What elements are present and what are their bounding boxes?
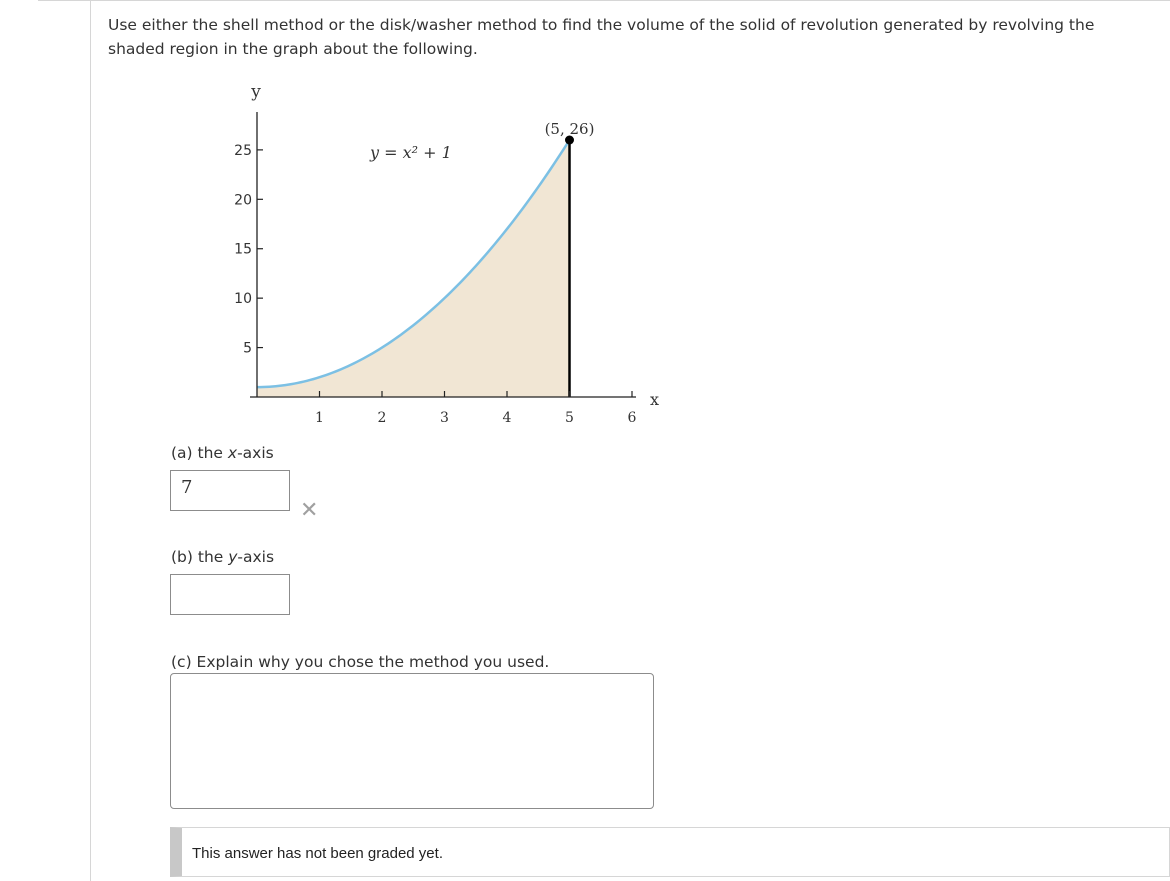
part-a-suffix: -axis bbox=[237, 444, 274, 462]
x-tick-label: 3 bbox=[440, 410, 449, 426]
y-tick-label: 10 bbox=[234, 291, 252, 308]
y-tick-label: 15 bbox=[234, 241, 252, 258]
part-c-essay-textarea[interactable] bbox=[170, 673, 654, 809]
part-c-label: (c) Explain why you chose the method you used. bbox=[171, 653, 550, 671]
y-tick-label: 5 bbox=[243, 340, 252, 357]
part-b-var: y bbox=[228, 548, 238, 566]
point-label: (5, 26) bbox=[544, 120, 595, 138]
x-tick-label: 2 bbox=[377, 410, 387, 426]
y-tick-label: 25 bbox=[234, 142, 252, 159]
part-b-prefix: (b) the bbox=[171, 548, 229, 566]
y-axis-label: y bbox=[251, 82, 261, 102]
part-b-label bbox=[171, 548, 274, 566]
incorrect-x-icon: ✕ bbox=[300, 498, 319, 523]
part-a-var: x bbox=[227, 444, 238, 462]
grading-status: This answer has not been graded yet. bbox=[170, 827, 1170, 877]
part-b-suffix: -axis bbox=[237, 548, 275, 566]
x-tick-label: 5 bbox=[565, 410, 574, 426]
part-a-label bbox=[171, 444, 274, 462]
equation-label: y = x² + 1 bbox=[370, 143, 452, 162]
shaded-region bbox=[257, 140, 570, 397]
y-tick-label: 20 bbox=[234, 192, 252, 209]
part-a-prefix: (a) the bbox=[171, 444, 228, 462]
part-b-answer-input[interactable] bbox=[170, 574, 290, 615]
x-axis-label: x bbox=[650, 390, 660, 409]
x-tick-label: 6 bbox=[627, 410, 637, 426]
question-text: Use either the shell method or the disk/washer method to find the volume of the solid of revolution generated by revolving the shaded region in the graph about the following. bbox=[108, 16, 1095, 58]
x-tick-label: 1 bbox=[315, 410, 324, 426]
part-a-answer-input[interactable]: 7 bbox=[170, 470, 290, 511]
x-tick-label: 4 bbox=[502, 410, 512, 426]
